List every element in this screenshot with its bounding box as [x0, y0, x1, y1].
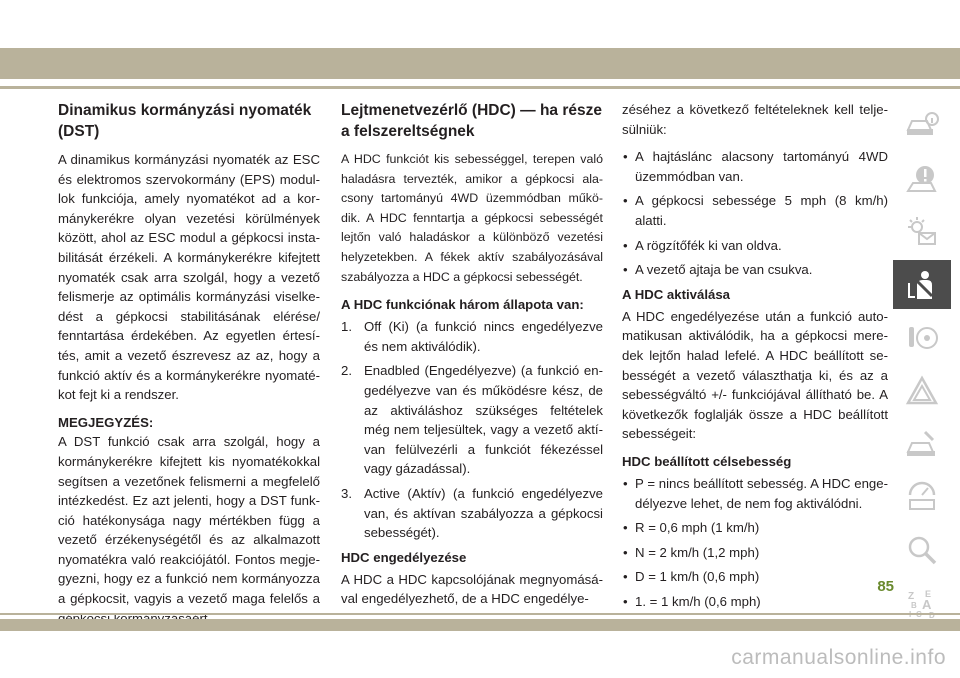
list-item: • 1. = 1 km/h (0,6 mph): [622, 592, 888, 612]
list-item: 2. Enadbled (Engedélyezve) (a funkció en-gedélyezve van és működésre kész, de az aktiváláshoz szükséges feltételek még nem teljesültek, vagy a vezető aktí-van felülvezérli a funkciót fékezéssel vagy gázadással).: [341, 363, 603, 477]
svg-text:E: E: [925, 588, 932, 599]
hazard-triangle-icon: [905, 375, 939, 407]
column-left: [58, 100, 320, 636]
list-item: • D = 1 km/h (0,6 mph): [622, 567, 888, 587]
bottom-rule: [0, 613, 960, 615]
svg-text:A: A: [922, 596, 932, 612]
conditions-intro: zéséhez a következő feltételeknek kell telje-sülniük:: [622, 102, 888, 137]
tab-multimedia[interactable]: [893, 525, 951, 574]
speeds-list: [622, 474, 888, 612]
hdc-states-list: [341, 317, 603, 543]
tab-lights-messages[interactable]: [893, 207, 951, 256]
car-wrench-icon: [905, 428, 939, 460]
tab-emergency[interactable]: [893, 366, 951, 415]
note-text: A DST funkció csak arra szolgál, hogy a kormánykerékre kifejtett kis nyomatékokkal segítsen a vezetőnek felismerni a megfelelő intézkedést. Ez azt jelenti, hogy a DST funk-ció hatékonysága nagy mértékben függ a vezető érzékenységétől és az alkalmazott nyomatékra való reakciójától. Fontos megje-gyezni, hogy ez a funkció nem kormányozza a gépkocsit, vagyis a vezető maga felelős a: [58, 434, 320, 607]
list-item: • P = nincs beállított sebesség. A HDC enge-délyezve lehet, de nem fog aktiválódni.: [622, 474, 888, 513]
dst-heading: Dinamikus kormányzási nyomaték (DST): [58, 102, 312, 140]
chapter-tabs: [893, 101, 951, 631]
tab-servicing[interactable]: [893, 419, 951, 468]
hdc-heading: Lejtmenetvezérlő (HDC) — ha része a felszereltségnek: [341, 102, 602, 140]
speeds-heading: HDC beállított célsebesség: [622, 453, 792, 469]
warning-light-icon: [905, 163, 939, 195]
conditions-list: [622, 147, 888, 280]
dst-paragraph: A dinamikus kormányzási nyomaték az ESC és elektromos szervokormány (EPS) modul-lok funkciója, amely nyomatékot ad a kor-mánykerékre olyan vezetési körülmények között, ahol az ESC modul a gépkocsi insta-bilitását érzékeli. A kormánykerékre kifejtett nyomaték csak arra szolgál, hogy a vezető felismerje az optimális kormányzási viselke-dést a gépkocsi stabilitásának elérése/ fenntartása érdekében. Az egyetlen értesí-tés, amit a vezető észrevesz az az, hogy a funkció aktív és a kormánykerékre nyomaté-kot fejt ki a rendszer.: [58, 152, 320, 403]
list-item: • A rögzítőfék ki van oldva.: [622, 236, 888, 256]
hdc-states-heading: A HDC funkciónak három állapota van:: [341, 297, 584, 313]
list-item: • A vezető ajtaja be van csukva.: [622, 260, 888, 280]
top-band: [0, 48, 960, 79]
list-item: 3. Active (Aktív) (a funkció engedélyezve van, és aktívan szabályozza a gépkocsi sebességét).: [341, 485, 603, 541]
note-heading: MEGJEGYZÉS:: [58, 414, 154, 430]
magnifier-icon: [905, 534, 939, 566]
car-info-icon: [905, 110, 939, 142]
svg-text:Z: Z: [908, 590, 915, 602]
top-rule: [0, 86, 960, 89]
activation-text: A HDC engedélyezése után a funkció auto-matikusan aktiválódik, ha a gépkocsi mere-dek lejtőn halad lefelé. A HDC beállított se-bességét a vezető választhatja ki, és az a sebességváltó +/- funkciójával állítható be. A következők foglalják össze a HDC beállított sebességeit:: [622, 308, 888, 442]
page-number: 85: [877, 578, 894, 595]
hdc-enable-heading: HDC engedélyezése: [341, 549, 467, 565]
key-steering-icon: [905, 322, 939, 354]
activation-heading: A HDC aktiválása: [622, 286, 730, 302]
list-item: • R = 0,6 mph (1 km/h): [622, 518, 888, 538]
tab-safety[interactable]: [893, 260, 951, 309]
svg-text:B: B: [911, 600, 917, 610]
tab-car-info[interactable]: [893, 101, 951, 150]
list-item: • A gépkocsi sebessége 5 mph (8 km/h) alatti.: [622, 191, 888, 230]
hdc-intro: A HDC funkciót kis sebességgel, terepen való haladásra tervezték, amikor a gépkocsi ala-csony tartományú 4WD üzemmódban műkö-dik. A HDC fenntartja a gépkocsi sebességét lejtőn való haladáskor a különböző vezetési helyzetekben. A fékek aktív szabályozásával szabályozza a HDC a gépkocsi sebességét.: [341, 152, 603, 284]
list-item: 1. Off (Ki) (a funkció nincs engedélyezve és nem aktiválódik).: [341, 319, 603, 354]
column-right: [622, 100, 888, 616]
bottom-band: [0, 619, 960, 631]
light-envelope-icon: [905, 216, 939, 248]
list-item: • A hajtáslánc alacsony tartományú 4WD üzemmódban van.: [622, 147, 888, 186]
hdc-enable-text: A HDC a HDC kapcsolójának megnyomásá-val engedélyezhető, de a HDC engedélye-: [341, 571, 603, 607]
seatbelt-person-icon: [905, 269, 939, 301]
watermark: carmanualsonline.info: [731, 646, 946, 669]
tab-starting-driving[interactable]: [893, 313, 951, 362]
tab-warning-lights[interactable]: [893, 154, 951, 203]
gauge-keyboard-icon: [905, 481, 939, 513]
tab-technical-specs[interactable]: [893, 472, 951, 521]
column-middle: [341, 100, 603, 617]
list-item: • N = 2 km/h (1,2 mph): [622, 543, 888, 563]
